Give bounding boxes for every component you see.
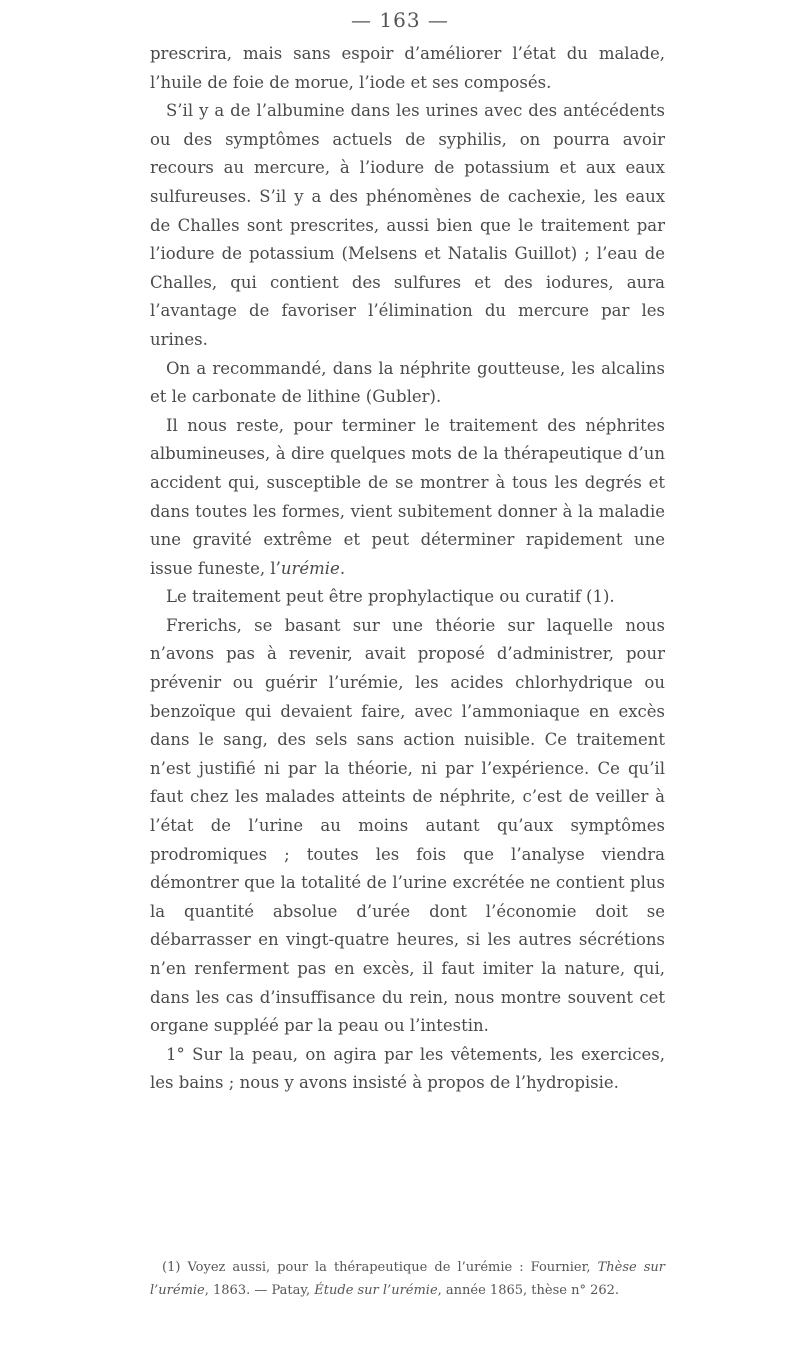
paragraph-3: On a recommandé, dans la néphrite goutteuse, les alcalins et le carbonate de lithine (Gubler). bbox=[150, 358, 665, 407]
paragraph-5: Le traitement peut être prophylactique ou curatif (1). bbox=[166, 587, 615, 607]
paragraph-7: 1° Sur la peau, on agira par les vêtements, les exercices, les bains ; nous y avons insisté à propos de l’hydropisie. bbox=[150, 1044, 665, 1093]
paragraph-2: S’il y a de l’albumine dans les urines avec des antécédents ou des symptômes actuels de syphilis, on pourra avoir recours au mercure, à l’iodure de potassium et aux eaux sulfureuses. S’il y a des phénomènes de cachexie, les eaux de Challes sont prescrites, aussi bien que le traitement par l’iodure de potassium (Melsens et Natalis Guillot) ; l’eau de Challes, qui contient des sulfures et des iodures, aura l’avantage de favoriser l’élimination du mercure par les urines. bbox=[150, 101, 665, 349]
footnote-part-1: (1) Voyez aussi, pour la thérapeutique de l’urémie : Fournier, bbox=[162, 1260, 598, 1275]
footnote-title-1: Thèse sur l’urémie bbox=[150, 1260, 665, 1298]
footnote-part-2: , 1863. — Patay, bbox=[204, 1283, 315, 1298]
footnote-part-3: , année 1865, thèse n° 262. bbox=[437, 1283, 620, 1298]
footnote bbox=[150, 1256, 665, 1302]
paragraph-6: Frerichs, se basant sur une théorie sur laquelle nous n’avons pas à revenir, avait proposé d’administrer, pour prévenir ou guérir l’urémie, les acides chlorhydrique ou benzoïque qui devaient faire, avec l’ammoniaque en excès dans le sang, des sels sans action nuisible. Ce traitement n’est justifié ni par la théorie, ni par l’expérience. Ce qu’il faut chez les malades atteints de néphrite, c’est de veiller à l’état de l’urine au moins autant qu’aux symptômes prodromiques ; toutes les fois que l’analyse viendra démontrer que la totalité de l’urine excrétée ne contient plus la quantité absolue d’urée dont l’économie doit se débarrasser en vingt-quatre heures, si les autres sécrétions n’en renferment pas en excès, il faut imiter la nature, qui, dans les cas d’insuffisance du rein, nous montre souvent cet organe suppléé par la peau ou l’intestin. bbox=[150, 615, 665, 1036]
uremie-term: urémie bbox=[280, 558, 340, 578]
paragraph-1: prescrira, mais sans espoir d’améliorer l’état du malade, l’huile de foie de morue, l’iode et ses composés. bbox=[150, 44, 665, 92]
main-text bbox=[150, 40, 665, 1098]
paragraph-4-end: . bbox=[339, 558, 346, 578]
paragraph-4 bbox=[150, 412, 665, 584]
paragraph-4-text: Il nous reste, pour terminer le traitement des néphrites albumineuses, à dire quelques mots de la thérapeutique d’un accident qui, susceptible de se montrer à tous les degrés et dans toutes les formes, vient subitement donner à la maladie une gravité extrême et peut déterminer rapidement une issue funeste, l’ bbox=[150, 415, 665, 578]
footnote-title-2: Étude sur l’urémie bbox=[314, 1283, 438, 1298]
page-number: — 163 — bbox=[351, 8, 449, 32]
